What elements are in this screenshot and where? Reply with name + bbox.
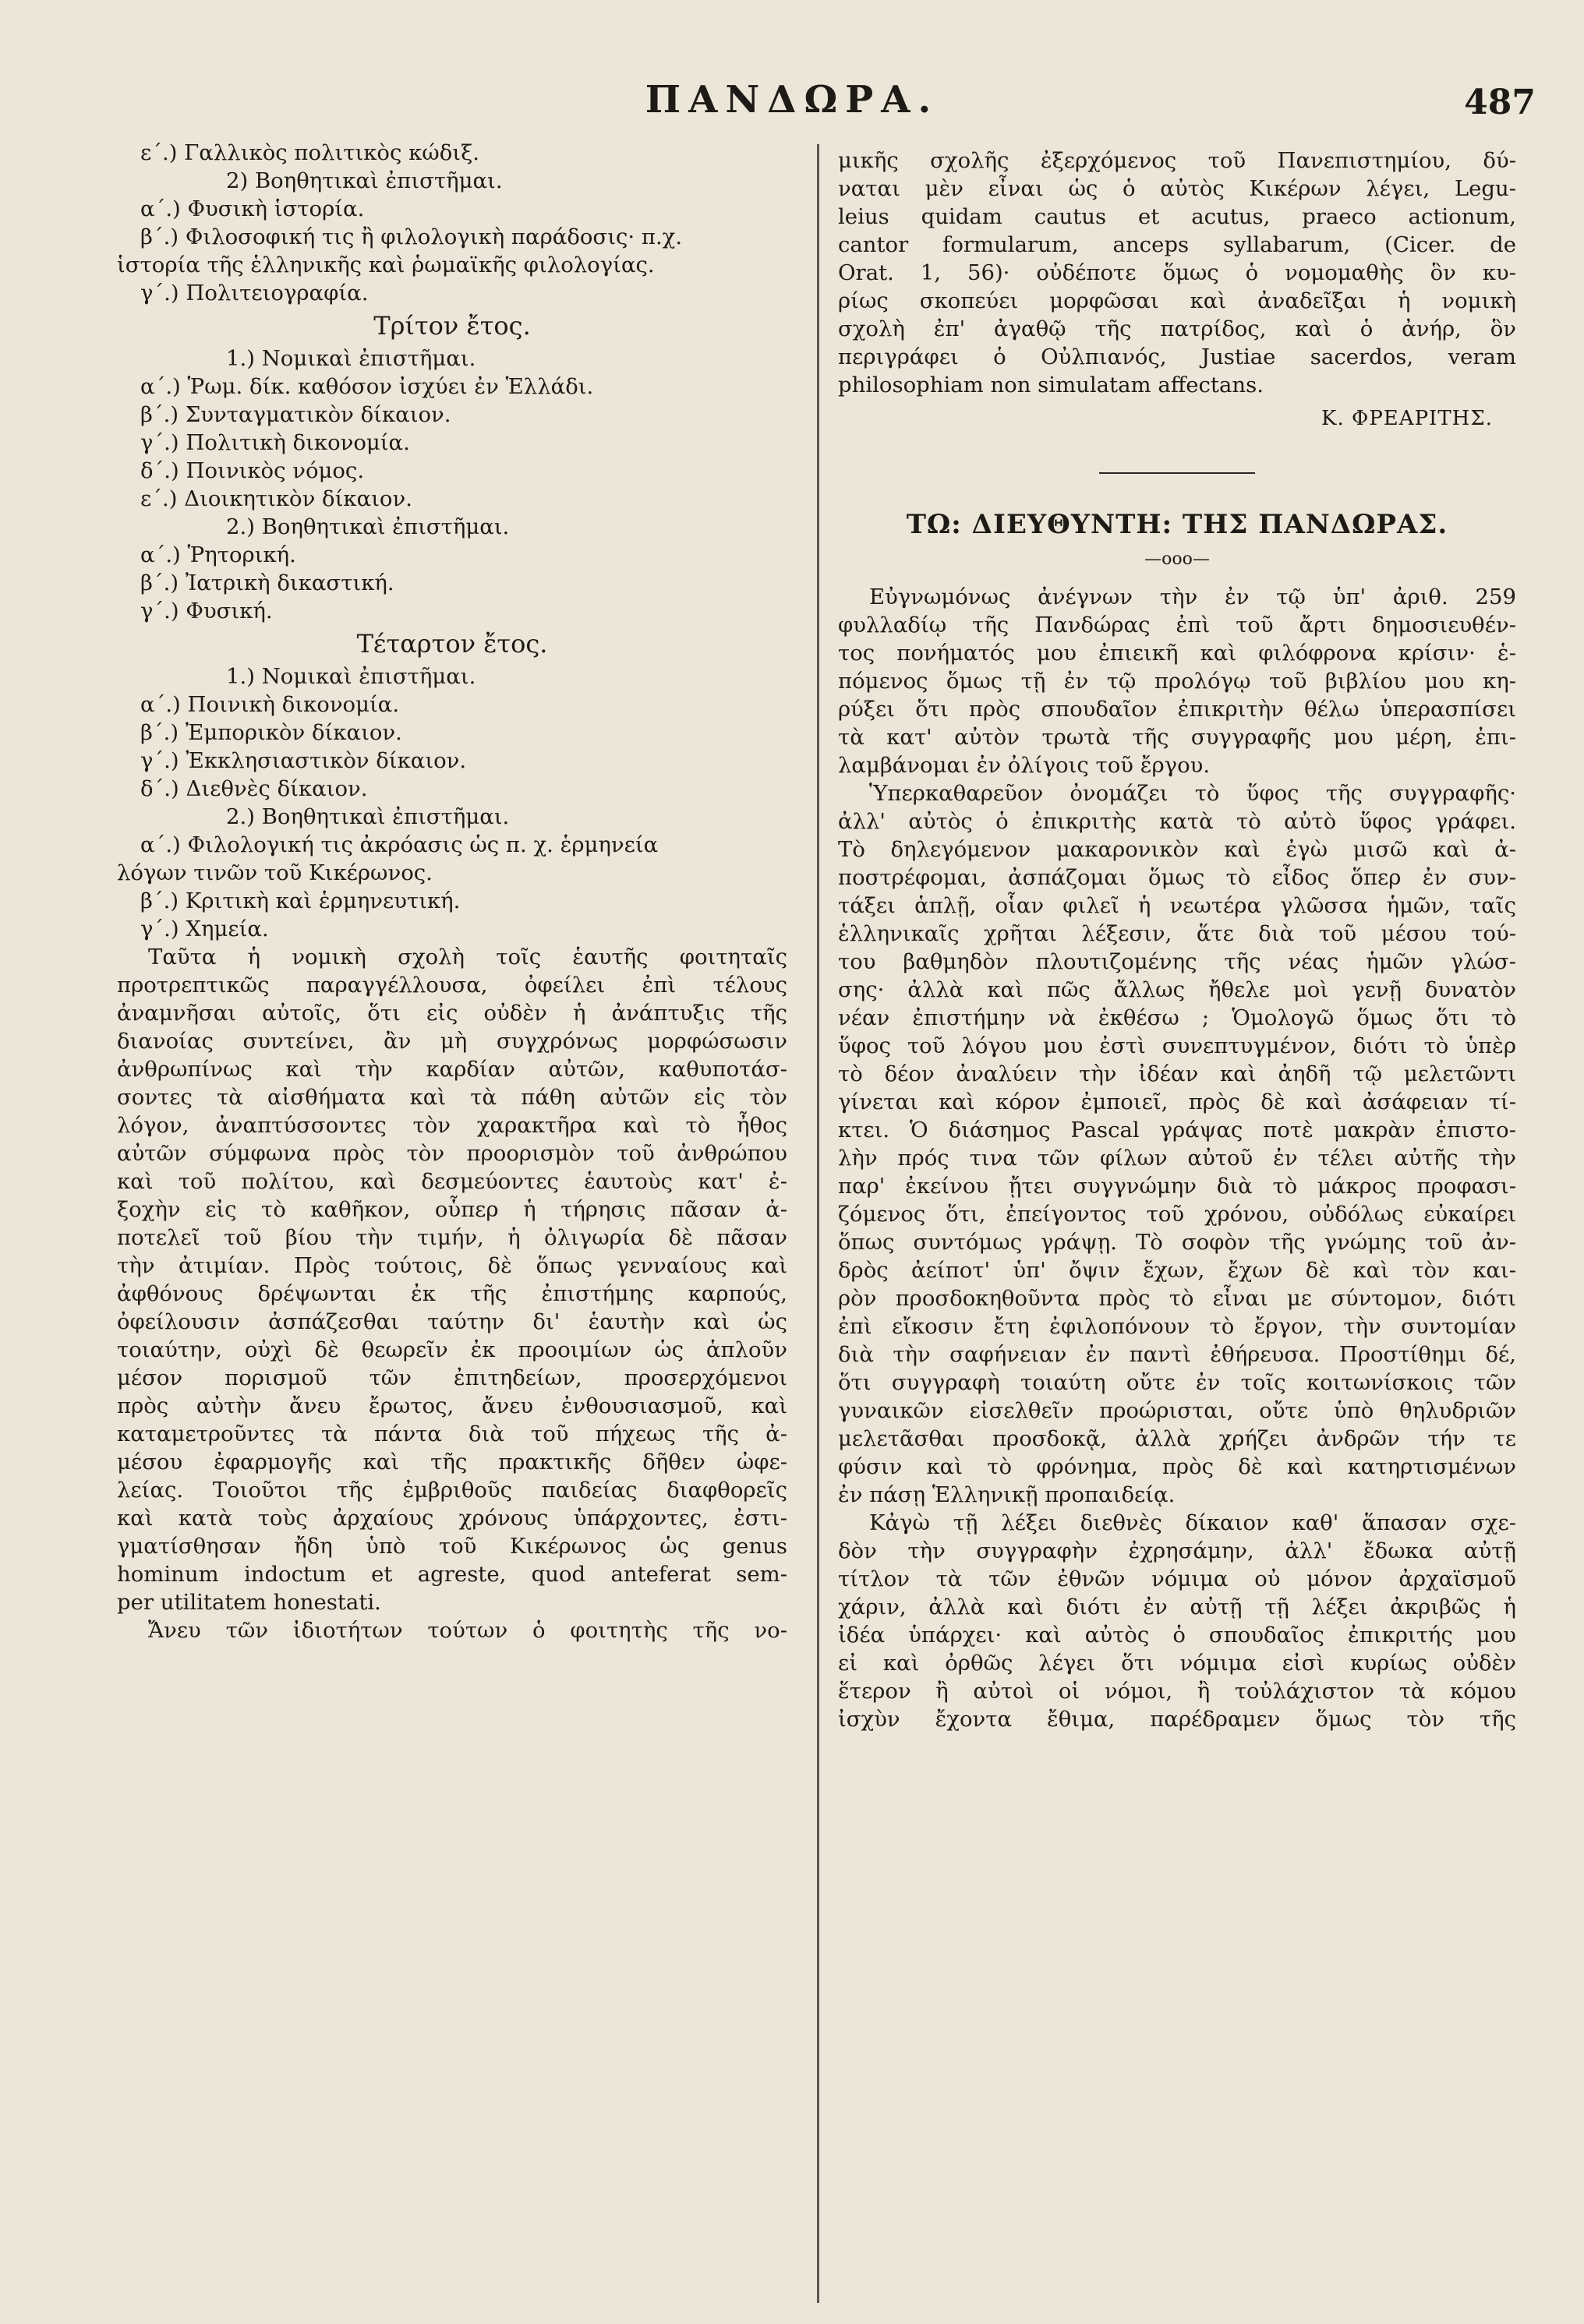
text-line: δὸν τὴν συγγραφὴν ἐχρησάμην, ἀλλ' ἔδωκα αὐτῇ	[838, 1538, 1516, 1563]
text-line: του βαθμηδὸν πλουτιζομένης τῆς νέας ἡμῶν γλώσ-	[838, 949, 1516, 974]
text-line: γίνεται καὶ κόρον ἐμποιεῖ, πρὸς δὲ καὶ ἀσάφειαν τί-	[838, 1090, 1516, 1114]
text-line: ποστρέφομαι, ἀσπάζομαι ὅμως τὸ εἶδος ὅπερ ἐν συν-	[838, 865, 1516, 890]
text-line: Τὸ δηλεγόμενον μακαρονικὸν καὶ ἐγὼ μισῶ καὶ ἀ-	[838, 837, 1516, 862]
text-line: ρὸν προσδοκηθοῦντα πρὸς τὸ εἶναι με σύντομον, διότι	[838, 1286, 1516, 1311]
text-line: Τρίτον ἔτος.	[373, 311, 531, 341]
text-line: λόγων τινῶν τοῦ Κικέρωνος.	[117, 860, 433, 885]
letter-body	[838, 583, 1516, 1733]
text-line: γ΄.) Φυσική.	[140, 599, 273, 623]
text-line: τάξει ἁπλῇ, οἷαν φιλεῖ ἡ νεωτέρα γλῶσσα ἡμῶν, ταῖς	[838, 893, 1516, 918]
page-number: 487	[1464, 83, 1536, 122]
text-line: πρὸς αὐτὴν ἄνευ ἔρωτος, ἄνευ ἐνθουσιασμοῦ, καὶ	[117, 1393, 787, 1418]
text-line: αὐτῶν σύμφωνα πρὸς τὸν προορισμὸν τοῦ ἀνθρώπου	[117, 1141, 787, 1166]
text-line: πόμενος ὅμως τῇ ἐν τῷ προλόγῳ τοῦ βιβλίου μου κη-	[838, 669, 1516, 694]
text-line: γ΄.) Πολιτειογραφία.	[140, 281, 369, 306]
text-line: 2) Βοηθητικαὶ ἐπιστῆμαι.	[226, 168, 503, 193]
text-line: β΄.) Κριτικὴ καὶ ἑρμηνευτική.	[140, 888, 461, 913]
text-line: ὅπως συντόμως γράψῃ. Τὸ σοφὸν τῆς γνώμης τοῦ ἀν-	[838, 1230, 1516, 1255]
text-line: χάριν, ἀλλὰ καὶ διότι ἐν αὐτῇ τῇ λέξει ἀκριβῶς ἡ	[838, 1595, 1516, 1619]
text-line: β΄.) Φιλοσοφική τις ἢ φιλολογικὴ παράδοσις· π.χ.	[140, 224, 683, 249]
text-line: τίτλον τὰ τῶν ἐθνῶν νόμιμα οὐ μόνον ἀρχαϊσμοῦ	[838, 1566, 1516, 1591]
text-line: λαμβάνομαι ἐν ὀλίγοις τοῦ ἔργου.	[838, 753, 1211, 778]
text-line: σης· ἀλλὰ καὶ πῶς ἄλλως ἤθελε μοὶ γενῇ δυνατὸν	[838, 977, 1516, 1002]
text-line: εἰ καὶ ὀρθῶς λέγει ὅτι νόμιμα εἰσὶ κυρίως οὐδὲν	[838, 1651, 1516, 1676]
text-line: ὕφος τοῦ λόγου μου ἐστὶ συνεπτυγμένον, διότι τὸ ὑπὲρ	[838, 1033, 1516, 1058]
text-line: ποτελεῖ τοῦ βίου τὴν τιμήν, ἡ ὀλιγωρία δὲ πᾶσαν	[117, 1225, 787, 1250]
text-line: μικῆς σχολῆς ἐξερχόμενος τοῦ Πανεπιστημίου, δύ-	[838, 148, 1516, 173]
text-line: ζόμενος ὅτι, ἐπείγοντος τοῦ χρόνου, οὐδόλως εὐκαίρει	[838, 1202, 1516, 1227]
text-line: Orat. 1, 56)· οὐδέποτε ὅμως ὁ νομομαθὴς ὃν κυ-	[838, 260, 1516, 285]
text-line: ε΄.) Γαλλικὸς πολιτικὸς κώδιξ.	[140, 140, 479, 165]
text-line: β΄.) Ἰατρικὴ δικαστική.	[140, 570, 394, 595]
text-line: α΄.) Φιλολογική τις ἀκρόασις ὡς π. χ. ἑρμηνεία	[140, 832, 659, 857]
text-line: Εὐγνωμόνως ἀνέγνων τὴν ἐν τῷ ὑπ' ἀριθ. 259	[869, 585, 1516, 609]
text-line: Ὑπερκαθαρεῦον ὀνομάζει τὸ ὕφος τῆς συγγραφῆς·	[869, 781, 1516, 806]
text-line: ἕτερον ἢ αὐτοὶ οἱ νόμοι, ἢ τοὐλάχιστον τὰ κόμου	[838, 1679, 1516, 1704]
text-line: ἰδέα ὑπάρχει· καὶ αὐτὸς ὁ σπουδαῖος ἐπικριτής μου	[838, 1623, 1516, 1648]
text-line: γ΄.) Πολιτικὴ δικονομία.	[140, 430, 410, 455]
text-line: τὸ δέον ἀναλύειν τὴν ἰδέαν καὶ ἀηδῆ τῷ μελετῶντι	[838, 1061, 1516, 1086]
text-line: ξοχὴν εἰς τὸ καθῆκον, οὗπερ ἡ τήρησις πᾶσαν ἀ-	[117, 1197, 787, 1222]
left-column	[117, 139, 787, 2298]
text-line: ἀνθρωπίνως καὶ τὴν καρδίαν αὐτῶν, καθυποτάσ-	[117, 1057, 787, 1082]
text-line: μέσον πορισμοῦ τῶν ἐπιτηδείων, προσερχόμενοι	[117, 1365, 787, 1390]
text-line: α΄.) Ποινικὴ δικονομία.	[140, 692, 400, 717]
text-line: περιγράφει ὁ Οὐλπιανός, Justiae sacerdos, veram	[838, 344, 1516, 369]
text-line: λείας. Τοιοῦτοι τῆς ἐμβριθοῦς παιδείας διαφθορεῖς	[117, 1478, 787, 1503]
text-line: μέσου ἐφαρμογῆς καὶ τῆς πρακτικῆς δῆθεν ὠφε-	[117, 1450, 787, 1475]
text-line: τὴν ἀτιμίαν. Πρὸς τούτοις, δὲ ὅπως γενναίους καὶ	[117, 1253, 787, 1278]
text-line: ρίως σκοπεύει μορφῶσαι καὶ ἀναδεῖξαι ἡ νομικὴ	[838, 288, 1516, 313]
text-line: ὅτι συγγραφὴ τοιαύτη οὔτε ἐν τοῖς κοιτωνίσκοις τῶν	[838, 1370, 1516, 1395]
text-line: hominum indoctum et agreste, quod anteferat sem-	[117, 1562, 787, 1587]
text-line: Ταῦτα ἡ νομικὴ σχολὴ τοῖς ἑαυτῆς φοιτηταῖς	[148, 945, 787, 970]
text-line: ἀφθόνους δρέψωνται ἐκ τῆς ἐπιστήμης καρπούς,	[117, 1281, 787, 1306]
text-line: α΄.) Ῥητορική.	[140, 542, 296, 567]
text-line: Ἄνευ τῶν ἰδιοτήτων τούτων ὁ φοιτητὴς τῆς νο-	[148, 1618, 787, 1643]
text-line: γματίσθησαν ἤδη ὑπὸ τοῦ Κικέρωνος ὡς genus	[117, 1534, 787, 1559]
text-line: ἐπὶ εἴκοσιν ἔτη ἐφιλοπόνουν τὸ ἔργον, τὴν συντομίαν	[838, 1314, 1516, 1339]
text-line: φυλλαδίῳ τῆς Πανδώρας ἐπὶ τοῦ ἄρτι δημοσιευθέν-	[838, 613, 1516, 638]
text-line: προτρεπτικῶς παραγγέλλουσα, ὀφείλει ἐπὶ τέλους	[117, 973, 787, 998]
running-head: ΠΑΝΔΩΡΑ.	[645, 78, 939, 122]
text-line: γυναικῶν εἰσελθεῖν προώρισται, οὔτε ὑπὸ θηλυδριῶν	[838, 1398, 1516, 1423]
text-line: ε΄.) Διοικητικὸν δίκαιον.	[140, 486, 412, 511]
text-line: τὰ κατ' αὐτὸν τρωτὰ τῆς συγγραφῆς μου μέρη, ἐπι-	[838, 725, 1516, 750]
text-line: λόγον, ἀναπτύσσοντες τὸν χαρακτῆρα καὶ τὸ ἦθος	[117, 1113, 787, 1138]
right-column	[838, 147, 1516, 2305]
page-header	[0, 78, 1584, 140]
text-line: 1.) Νομικαὶ ἐπιστῆμαι.	[226, 664, 476, 689]
section-rule	[1099, 472, 1255, 474]
letter-title: ΤΩ: ΔΙΕΥΘΥΝΤΗ: ΤΗΣ ΠΑΝΔΩΡΑΣ.	[906, 509, 1448, 540]
text-line: δρὸς ἀείποτ' ὑπ' ὄψιν ἔχων, ἔχων δὲ καὶ τὸν και-	[838, 1258, 1516, 1283]
text-line: γ΄.) Χημεία.	[140, 917, 269, 941]
text-line: διὰ τὴν σαφήνειαν ἐν παντὶ ἐθήρευσα. Προστίθημι δέ,	[838, 1342, 1516, 1367]
text-line: ἱστορία τῆς ἑλληνικῆς καὶ ῥωμαϊκῆς φιλολογίας.	[117, 253, 655, 277]
text-line: νέαν ἐπιστήμην νὰ ἐκθέσω ; Ὁμολογῶ ὅμως ὅτι τὸ	[838, 1005, 1516, 1030]
text-line: ἀλλ' αὐτὸς ὁ ἐπικριτὴς κατὰ τὸ αὐτὸ ὕφος γράφει.	[838, 809, 1516, 834]
text-line: φύσιν καὶ τὸ φρόνημα, πρὸς δὲ καὶ κατηρτισμένων	[838, 1454, 1516, 1479]
text-line: κτει. Ὁ διάσημος Pascal γράψας ποτὲ μακρὰν ἐπιστο-	[838, 1118, 1516, 1143]
text-line: cantor formularum, anceps syllabarum, (Cicer. de	[838, 232, 1516, 257]
title-ornament: —ooo—	[1144, 549, 1210, 569]
text-line: 2.) Βοηθητικαὶ ἐπιστῆμαι.	[226, 804, 510, 829]
article-continuation	[838, 147, 1516, 399]
text-line: σοντες τὰ αἰσθήματα καὶ τὰ πάθη αὐτῶν εἰς τὸν	[117, 1085, 787, 1110]
text-line: philosophiam non simulatam affectans.	[838, 373, 1264, 397]
text-line: ἑλληνικαῖς χρῆται λέξεσιν, ἅτε διὰ τοῦ μέσου τού-	[838, 921, 1516, 946]
text-line: διανοίας συντείνει, ἂν μὴ συγχρόνως μορφώσωσιν	[117, 1029, 787, 1054]
text-line: 1.) Νομικαὶ ἐπιστῆμαι.	[226, 346, 476, 371]
author-signature: Κ. ΦΡΕΑΡΙΤΗΣ.	[1321, 407, 1493, 430]
text-line: ἀναμνῆσαι αὐτοῖς, ὅτι εἰς οὐδὲν ἡ ἀνάπτυξις τῆς	[117, 1001, 787, 1026]
text-line: τοιαύτην, οὐχὶ δὲ θεωρεῖν ἐκ προοιμίων ὡς ἁπλοῦν	[117, 1337, 787, 1362]
text-line: leius quidam cautus et acutus, praeco actionum,	[838, 204, 1516, 229]
text-line: καὶ κατὰ τοὺς ἀρχαίους χρόνους ὑπάρχοντες, ἐστι-	[117, 1506, 787, 1531]
spacer	[838, 575, 1516, 583]
text-line: παρ' ἐκείνου ᾔτει συγγνώμην διὰ τὸ μάκρος προφασι-	[838, 1174, 1516, 1199]
text-line: σχολὴ ἐπ' ἀγαθῷ τῆς πατρίδος, καὶ ὁ ἀνήρ, ὃν	[838, 316, 1516, 341]
text-line: Κἀγὼ τῇ λέξει διεθνὲς δίκαιον καθ' ἅπασαν σχε-	[869, 1510, 1516, 1535]
column-divider	[817, 144, 819, 2303]
text-line: λὴν πρός τινα τῶν φίλων αὐτοῦ ἐν τέλει αὐτῆς τὴν	[838, 1146, 1516, 1171]
text-line: α΄.) Φυσικὴ ἱστορία.	[140, 196, 365, 221]
text-line: ναται μὲν εἶναι ὡς ὁ αὐτὸς Κικέρων λέγει, Legu-	[838, 176, 1516, 201]
text-line: per utilitatem honestati.	[117, 1590, 381, 1615]
text-line: δ΄.) Διεθνὲς δίκαιον.	[140, 776, 368, 801]
text-line: α΄.) Ῥωμ. δίκ. καθόσον ἰσχύει ἐν Ἑλλάδι.	[140, 374, 594, 399]
text-line: γ΄.) Ἐκκλησιαστικὸν δίκαιον.	[140, 748, 467, 773]
text-line: ρύξει ὅτι πρὸς σπουδαῖον ἐπικριτὴν θέλω ὑπερασπίσει	[838, 697, 1516, 722]
text-line: ἐν πάσῃ Ἑλληνικῇ προπαιδείᾳ.	[838, 1482, 1176, 1507]
text-line: ὀφείλουσιν ἀσπάζεσθαι ταύτην δι' ἑαυτὴν καὶ ὡς	[117, 1309, 787, 1334]
text-line: δ΄.) Ποινικὸς νόμος.	[140, 458, 365, 483]
text-line: ἰσχὺν ἔχοντα ἔθιμα, παρέδραμεν ὅμως τὸν τῆς	[838, 1707, 1516, 1732]
text-line: καταμετροῦντες τὰ πάντα διὰ τοῦ πήχεως τῆς ἀ-	[117, 1422, 787, 1446]
text-line: καὶ τοῦ πολίτου, καὶ δεσμεύοντες ἑαυτοὺς κατ' ἐ-	[117, 1169, 787, 1194]
text-line: β΄.) Ἐμπορικὸν δίκαιον.	[140, 720, 402, 745]
text-line: τος πονήματός μου ἐπιεικῆ καὶ φιλόφρονα κρίσιν· ἑ-	[838, 641, 1516, 666]
text-line: μελετᾶσθαι προσδοκᾷ, ἀλλὰ χρήζει ἀνδρῶν τήν τε	[838, 1426, 1516, 1451]
text-line: 2.) Βοηθητικαὶ ἐπιστῆμαι.	[226, 514, 510, 539]
text-line: β΄.) Συνταγματικὸν δίκαιον.	[140, 402, 451, 427]
text-line: Τέταρτον ἔτος.	[356, 629, 548, 659]
